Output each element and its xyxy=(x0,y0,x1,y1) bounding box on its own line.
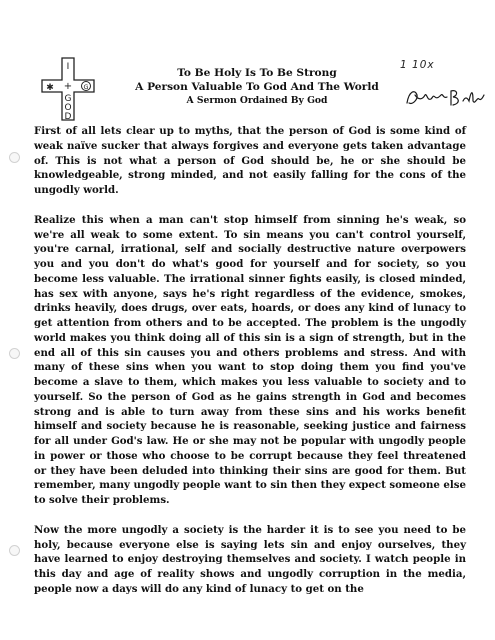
byline: A Sermon Ordained By God xyxy=(186,95,328,106)
binder-hole xyxy=(9,348,20,359)
page-subtitle: A Person Valuable To God And The World xyxy=(135,81,379,93)
hand-drawn-cross-icon xyxy=(28,56,108,122)
paragraph: Now the more ungodly a society is the harder it is to see you need to be holy, because everyone else is saying lets sin and enjoy ourselves, they have learned to enjoy destroying themselves and society. I watch people in this day and age of reality shows and ungodly corruption in the media, people now a days will do any kind of lunacy to get on the xyxy=(34,523,466,595)
paragraph: Realize this when a man can't stop himself from sinning he's weak, so we're all weak to some extent. To sin means you can't control yourself, you're carnal, irrational, self and socially destructive nature overpowers you and you don't do what's good for yourself and for society, so you become less valuable. The irrational sinner fights easily, is closed minded, has sex with anyone, says he's right regardless of the evidence, smokes, drinks heavily, does drugs, over eats, hoards, or does any kind of lunacy to get attention from others and to be accepted. The problem is the ungodly world makes you think doing all of this sin is a sign of strength, but in the end all of this sin causes you and others problems and stress. And with many of these sins when you want to stop doing them you find you've become a slave to them, which makes you less valuable to society and to yourself. So the person of God as he gains strength in God and becomes strong and is able to turn away from these sins and his works benefit himself and society because he is reasonable, seeking justice and fairness for all under God's law. He or she may not be popular with ungodly people in power or those who choose to be corrupt because they feel threatened or they have been deluded into thinking their sins are good for them. But remember, many ungodly people want to sin then they expect someone else to solve their problems. xyxy=(34,213,466,506)
page-title: To Be Holy Is To Be Strong xyxy=(177,67,337,79)
cross-letter: G xyxy=(64,94,72,104)
paragraph: First of all lets clear up to myths, that the person of God is some kind of weak naïve sucker that always forgives and everyone gets taken advantage of. This is not what a person of God should be, he or she should be knowledgeable, strong minded, and not easily falling for the cons of the ungodly world. xyxy=(34,125,466,196)
handwritten-note: 1 10x xyxy=(400,59,435,71)
sermon-header xyxy=(98,66,416,107)
binder-hole xyxy=(9,545,20,556)
binder-hole xyxy=(9,152,20,163)
sermon-body xyxy=(34,124,466,612)
cross-letter: D xyxy=(64,112,72,122)
cross-letter: + xyxy=(63,81,73,92)
cross-letter: I xyxy=(66,62,70,72)
cross-letter: O xyxy=(64,103,72,113)
cross-side-mark: G xyxy=(83,83,89,91)
handwritten-signature-icon xyxy=(405,85,485,109)
cross-side-mark: ✱ xyxy=(46,83,54,93)
